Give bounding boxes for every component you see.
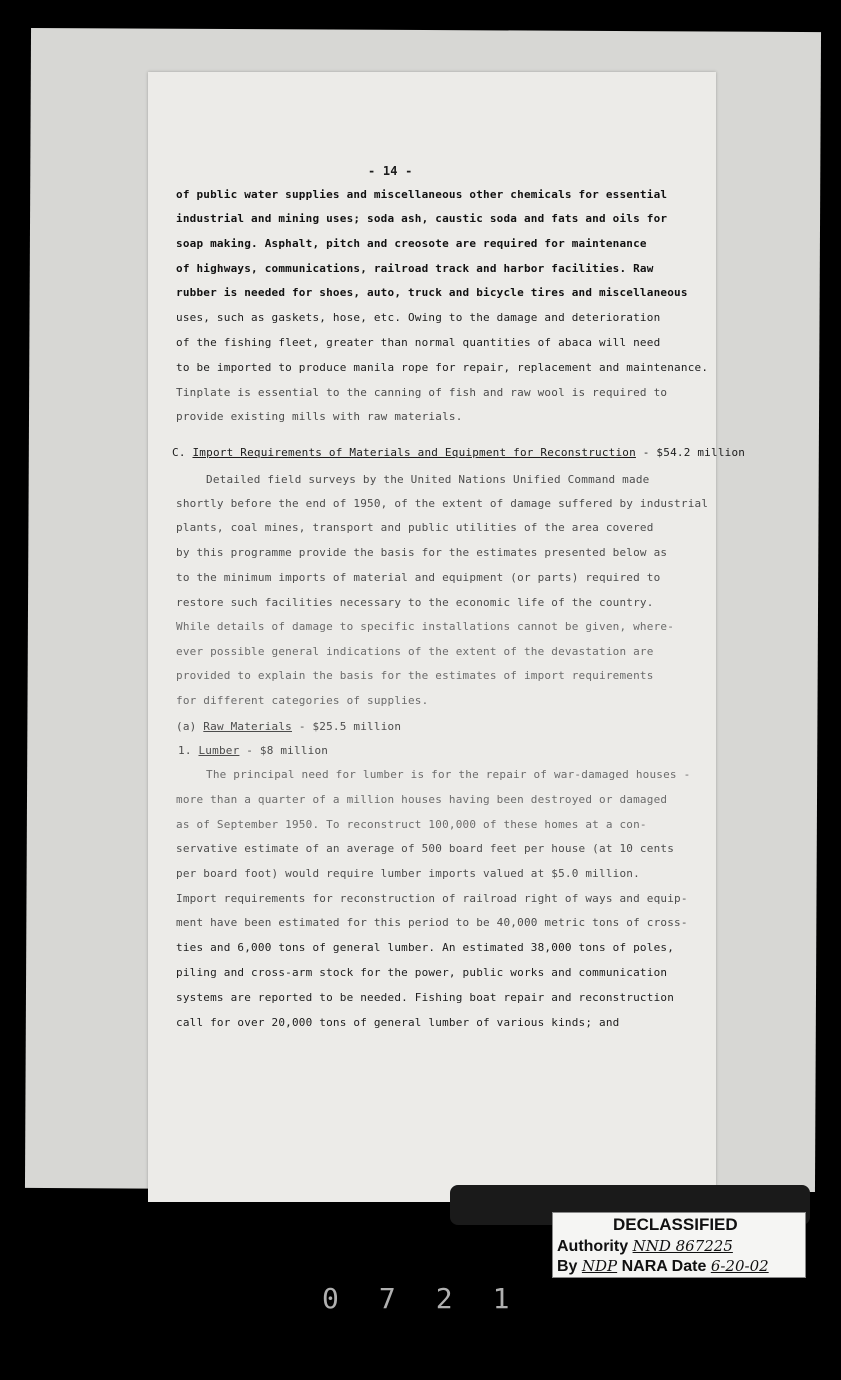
text-line: ties and 6,000 tons of general lumber. An estimated 38,000 tons of poles,	[176, 941, 675, 954]
text-line: Tinplate is essential to the canning of fish and raw wool is required to	[176, 386, 668, 399]
text-line: systems are reported to be needed. Fishing boat repair and reconstruction	[176, 991, 675, 1004]
text-line: Detailed field surveys by the United Nations Unified Command made	[206, 473, 650, 486]
text-line: shortly before the end of 1950, of the extent of damage suffered by industrial	[176, 497, 709, 510]
subheading-raw-materials	[176, 720, 401, 733]
stamp-date-value: 6-20-02	[710, 1257, 769, 1275]
stamp-by-label: By	[557, 1258, 578, 1275]
text-line: ever possible general indications of the extent of the devastation are	[176, 645, 654, 658]
text-line: per board foot) would require lumber imports valued at $5.0 million.	[176, 867, 640, 880]
section-heading-c	[172, 446, 745, 459]
text-line: restore such facilities necessary to the economic life of the country.	[176, 596, 654, 609]
section-amount: - $54.2 million	[635, 446, 746, 459]
subheading-title: Raw Materials	[203, 720, 292, 733]
text-line: uses, such as gaskets, hose, etc. Owing to the damage and deterioration	[176, 311, 661, 324]
text-line: ment have been estimated for this period to be 40,000 metric tons of cross-	[176, 916, 688, 929]
declassified-stamp	[552, 1212, 806, 1278]
text-line: industrial and mining uses; soda ash, caustic soda and fats and oils for	[176, 212, 668, 225]
text-line: of public water supplies and miscellaneous other chemicals for essential	[176, 188, 668, 201]
text-line: of highways, communications, railroad track and harbor facilities. Raw	[176, 262, 654, 275]
subheading-prefix: (a)	[176, 720, 197, 733]
text-line: Import requirements for reconstruction of railroad right of ways and equip-	[176, 892, 688, 905]
text-line: While details of damage to specific installations cannot be given, where-	[176, 620, 675, 633]
section-prefix: C.	[172, 446, 186, 459]
stamp-authority-label: Authority	[557, 1238, 629, 1255]
subheading-amount: - $8 million	[239, 744, 329, 757]
text-line: plants, coal mines, transport and public utilities of the area covered	[176, 521, 654, 534]
subheading-lumber	[178, 744, 328, 757]
stamp-by-value: NDP	[581, 1257, 618, 1275]
stamp-title: DECLASSIFIED	[613, 1215, 738, 1234]
text-line: to the minimum imports of material and equipment (or parts) required to	[176, 571, 661, 584]
text-line: more than a quarter of a million houses having been destroyed or damaged	[176, 793, 668, 806]
text-line: rubber is needed for shoes, auto, truck and bicycle tires and miscellaneous	[176, 286, 688, 299]
text-line: soap making. Asphalt, pitch and creosote are required for maintenance	[176, 237, 647, 250]
frame-number: 0721	[322, 1282, 550, 1315]
text-line: for different categories of supplies.	[176, 694, 429, 707]
text-line: by this programme provide the basis for the estimates presented below as	[176, 546, 668, 559]
text-line: provided to explain the basis for the estimates of import requirements	[176, 669, 654, 682]
subheading-prefix: 1.	[178, 744, 192, 757]
text-line: provide existing mills with raw materials.	[176, 410, 463, 423]
text-line: call for over 20,000 tons of general lumber of various kinds; and	[176, 1016, 620, 1029]
text-line: servative estimate of an average of 500 board feet per house (at 10 cents	[176, 842, 675, 855]
stamp-date-row	[557, 1257, 769, 1276]
stamp-authority-row	[557, 1237, 733, 1256]
page-number: - 14 -	[368, 164, 413, 178]
text-line: The principal need for lumber is for the repair of war-damaged houses -	[206, 768, 691, 781]
stamp-nara-label: NARA Date	[621, 1258, 707, 1275]
subheading-title: Lumber	[198, 744, 240, 757]
text-line: as of September 1950. To reconstruct 100,000 of these homes at a con-	[176, 818, 647, 831]
text-line: to be imported to produce manila rope for repair, replacement and maintenance.	[176, 361, 709, 374]
section-title: Import Requirements of Materials and Equipment for Reconstruction	[192, 446, 636, 459]
stamp-authority-value: NND 867225	[632, 1237, 733, 1255]
text-line: piling and cross-arm stock for the power, public works and communication	[176, 966, 668, 979]
text-line: of the fishing fleet, greater than normal quantities of abaca will need	[176, 336, 661, 349]
subheading-amount: - $25.5 million	[292, 720, 402, 733]
